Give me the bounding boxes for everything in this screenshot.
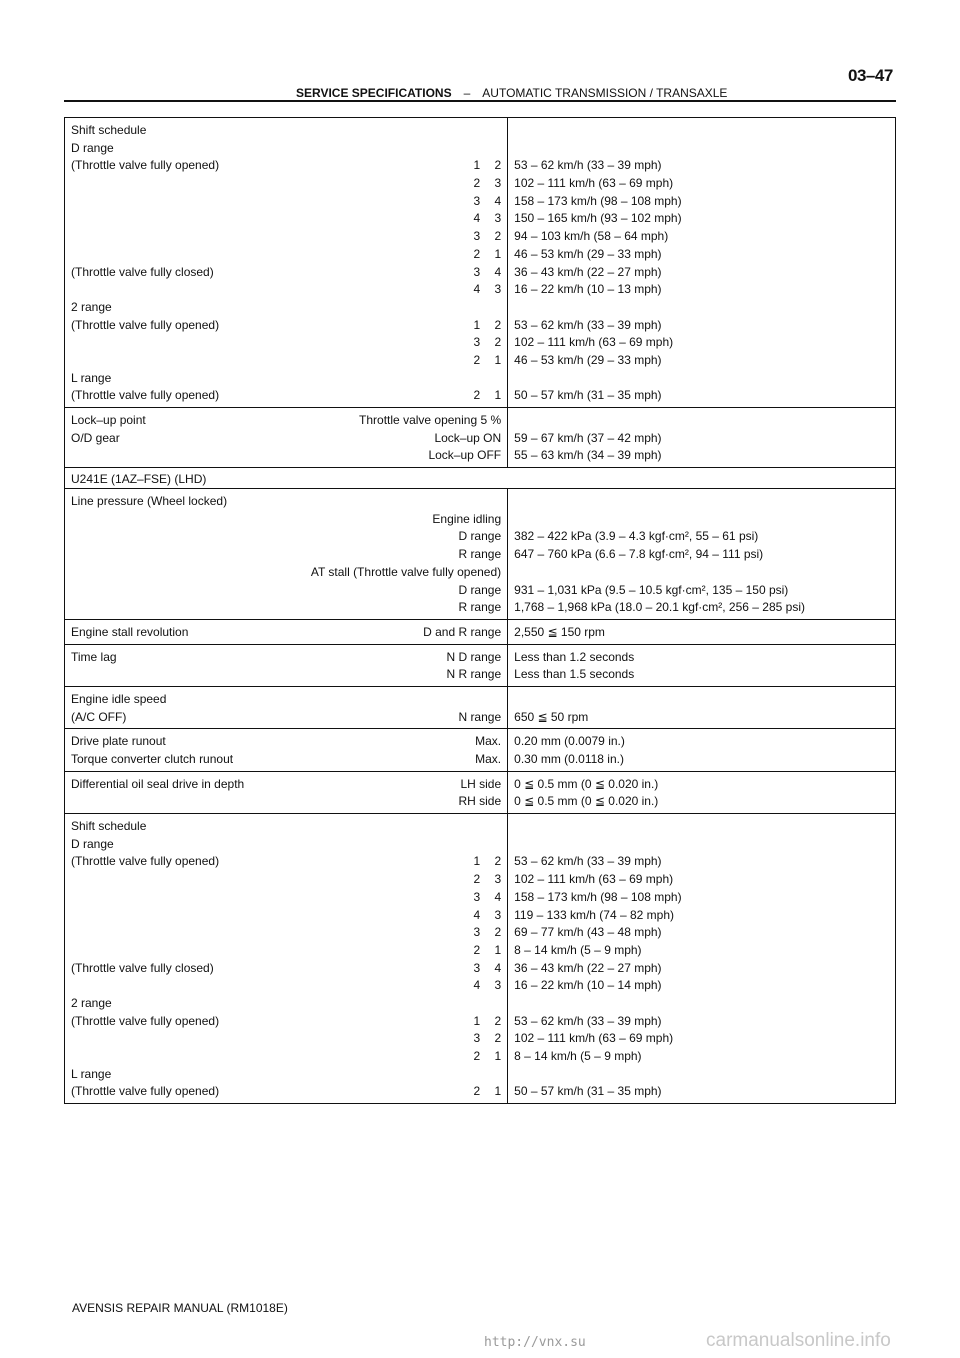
- spec-line: [71, 430, 501, 448]
- spec-value: 8 – 14 km/h (5 – 9 mph): [514, 942, 642, 957]
- gear-to: 3: [494, 211, 502, 226]
- spec-value-line: [514, 528, 889, 546]
- spec-line: [71, 649, 501, 667]
- gear-from: 3: [473, 229, 481, 244]
- spec-value-line: [514, 122, 889, 140]
- spec-value-line: [514, 853, 889, 871]
- spec-value-line: [514, 430, 889, 448]
- item-cell: [65, 489, 508, 620]
- spec-line: [71, 924, 501, 942]
- value-cell: [508, 489, 896, 620]
- spec-label: (A/C OFF): [71, 709, 127, 724]
- spec-value-line: [514, 666, 889, 684]
- gear-from: 2: [473, 176, 481, 191]
- spec-line: [71, 281, 501, 299]
- spec-line: [71, 889, 501, 907]
- spec-line: [71, 977, 501, 995]
- spec-line: [71, 907, 501, 925]
- spec-block: [65, 814, 896, 1104]
- spec-value: 102 – 111 km/h (63 – 69 mph): [514, 176, 674, 191]
- spec-value-line: [514, 836, 889, 854]
- spec-value: 650 ≦ 50 rpm: [514, 709, 589, 724]
- spec-label: (Throttle valve fully opened): [71, 1084, 220, 1099]
- spec-line: [71, 666, 501, 684]
- spec-condition: D range: [458, 529, 502, 544]
- spec-value-line: [514, 649, 889, 667]
- spec-line: [71, 733, 501, 751]
- gear-to: 3: [494, 282, 502, 297]
- gear-from: 1: [473, 1013, 481, 1028]
- gear-from: 3: [473, 889, 481, 904]
- page-header-title: [296, 86, 727, 100]
- spec-value-line: [514, 1083, 889, 1101]
- gear-to: 2: [494, 925, 502, 940]
- spec-value: Less than 1.5 seconds: [514, 667, 635, 682]
- spec-line: [71, 493, 501, 511]
- spec-value-line: [514, 691, 889, 709]
- item-cell: [65, 118, 508, 408]
- spec-line: [71, 546, 501, 564]
- gear-from: 2: [473, 1049, 481, 1063]
- gear-shift: [466, 1048, 501, 1066]
- spec-line: [71, 412, 501, 430]
- gear-shift: [466, 1083, 501, 1101]
- spec-line: [71, 193, 501, 211]
- spec-line: [71, 1083, 501, 1101]
- value-cell: [508, 771, 896, 813]
- spec-label: Engine idle speed: [71, 691, 167, 706]
- spec-value: 53 – 62 km/h (33 – 39 mph): [514, 158, 662, 173]
- subsection-title: AUTOMATIC TRANSMISSION / TRANSAXLE: [482, 86, 728, 100]
- spec-label: D range: [71, 836, 114, 851]
- spec-value: 36 – 43 km/h (22 – 27 mph): [514, 960, 662, 975]
- spec-value-line: [514, 1030, 889, 1048]
- spec-value: 0.30 mm (0.0118 in.): [514, 752, 624, 766]
- spec-block: [65, 468, 896, 489]
- value-cell: [508, 686, 896, 728]
- spec-condition: Lock–up OFF: [428, 448, 502, 463]
- gear-shift: [466, 907, 501, 925]
- spec-value: 150 – 165 km/h (93 – 102 mph): [514, 211, 682, 226]
- spec-block: [65, 686, 896, 728]
- spec-condition: R range: [458, 600, 502, 615]
- spec-value-line: [514, 317, 889, 335]
- spec-condition: Engine idling: [432, 511, 502, 526]
- page-number: 03–47: [848, 66, 893, 85]
- gear-from: 3: [473, 925, 481, 940]
- spec-value: 36 – 43 km/h (22 – 27 mph): [514, 264, 662, 279]
- spec-condition: Max.: [475, 752, 502, 766]
- gear-shift: [466, 853, 501, 871]
- spec-value-line: [514, 352, 889, 370]
- spec-label: (Throttle valve fully opened): [71, 158, 220, 173]
- value-cell: [508, 729, 896, 771]
- gear-shift: [466, 157, 501, 175]
- spec-block: [65, 408, 896, 468]
- spec-value-line: [514, 246, 889, 264]
- manual-footer: AVENSIS REPAIR MANUAL (RM1018E): [72, 1301, 288, 1315]
- spec-condition: R range: [458, 547, 502, 562]
- gear-shift: [466, 1013, 501, 1031]
- spec-line: [71, 447, 501, 465]
- spec-condition: N R range: [446, 667, 502, 682]
- spec-line: [71, 264, 501, 282]
- spec-value-line: [514, 546, 889, 564]
- gear-shift: [466, 317, 501, 335]
- gear-shift: [466, 281, 501, 299]
- gear-from: 1: [473, 158, 481, 173]
- gear-from: 4: [473, 211, 481, 226]
- spec-line: [71, 582, 501, 600]
- spec-label: (Throttle valve fully opened): [71, 317, 220, 332]
- spec-line: [71, 793, 501, 811]
- spec-value: 50 – 57 km/h (31 – 35 mph): [514, 1084, 662, 1099]
- spec-table-body: [65, 118, 896, 1104]
- spec-line: [71, 228, 501, 246]
- item-cell: [65, 408, 508, 468]
- gear-shift: [466, 960, 501, 978]
- spec-value-line: [514, 995, 889, 1013]
- spec-block: [65, 644, 896, 686]
- spec-line: [71, 751, 501, 769]
- gear-shift: [466, 175, 501, 193]
- gear-from: 1: [473, 317, 481, 332]
- gear-from: 3: [473, 264, 481, 279]
- spec-line: [71, 140, 501, 158]
- spec-value: 55 – 63 km/h (34 – 39 mph): [514, 448, 662, 463]
- spec-value: 46 – 53 km/h (29 – 33 mph): [514, 246, 662, 261]
- gear-to: 2: [494, 1013, 502, 1028]
- spec-condition: D and R range: [423, 624, 502, 639]
- spec-value: 0.20 mm (0.0079 in.): [514, 734, 625, 749]
- item-cell: [65, 686, 508, 728]
- spec-condition: N D range: [446, 649, 502, 664]
- header-separator: –: [463, 86, 471, 100]
- spec-line: [71, 564, 501, 582]
- spec-value-line: [514, 370, 889, 388]
- spec-value: 158 – 173 km/h (98 – 108 mph): [514, 889, 682, 904]
- gear-shift: [466, 977, 501, 995]
- spec-value-line: [514, 334, 889, 352]
- spec-line: [71, 1013, 501, 1031]
- spec-condition: N range: [458, 709, 502, 724]
- spec-label: (Throttle valve fully opened): [71, 854, 220, 869]
- gear-to: 1: [494, 246, 502, 261]
- spec-value: 69 – 77 km/h (43 – 48 mph): [514, 925, 662, 940]
- item-cell: [65, 619, 508, 644]
- spec-line: [71, 122, 501, 140]
- spec-label: 2 range: [71, 995, 112, 1010]
- spec-line: [71, 334, 501, 352]
- gear-to: 2: [494, 1031, 502, 1046]
- spec-line: [71, 299, 501, 317]
- spec-label: Drive plate runout: [71, 734, 166, 749]
- gear-from: 4: [473, 907, 481, 922]
- gear-shift: [466, 193, 501, 211]
- spec-value-line: [514, 907, 889, 925]
- spec-value: 931 – 1,031 kPa (9.5 – 10.5 kgf·cm², 135 – 150 psi): [514, 582, 789, 597]
- spec-value-line: [514, 387, 889, 405]
- spec-line: [71, 1048, 501, 1066]
- spec-line: [71, 871, 501, 889]
- spec-value: 158 – 173 km/h (98 – 108 mph): [514, 193, 682, 208]
- spec-value-line: [514, 776, 889, 794]
- value-cell: [508, 619, 896, 644]
- value-cell: [508, 118, 896, 408]
- gear-shift: [466, 228, 501, 246]
- spec-line: [71, 691, 501, 709]
- spec-line: [71, 818, 501, 836]
- spec-value-line: [514, 157, 889, 175]
- spec-value: 102 – 111 km/h (63 – 69 mph): [514, 335, 674, 350]
- spec-value-line: [514, 582, 889, 600]
- gear-from: 2: [473, 1084, 481, 1099]
- spec-line: [71, 370, 501, 388]
- spec-value: 53 – 62 km/h (33 – 39 mph): [514, 1013, 662, 1028]
- spec-line: [71, 960, 501, 978]
- spec-block: [65, 729, 896, 771]
- spec-value: 53 – 62 km/h (33 – 39 mph): [514, 854, 662, 869]
- spec-value-line: [514, 818, 889, 836]
- spec-line: [71, 352, 501, 370]
- spec-line: [71, 157, 501, 175]
- spec-line: [71, 210, 501, 228]
- header-rule: [64, 100, 896, 102]
- spec-value: 382 – 422 kPa (3.9 – 4.3 kgf·cm², 55 – 61 psi): [514, 529, 759, 544]
- spec-line: [71, 528, 501, 546]
- spec-label: L range: [71, 1066, 112, 1081]
- gear-shift: [466, 210, 501, 228]
- spec-label: (Throttle valve fully closed): [71, 960, 214, 975]
- spec-value-line: [514, 624, 889, 642]
- spec-label: Torque converter clutch runout: [71, 752, 234, 766]
- gear-to: 4: [494, 264, 502, 279]
- spec-line: [71, 511, 501, 529]
- spec-condition: RH side: [458, 794, 502, 809]
- gear-from: 3: [473, 193, 481, 208]
- spec-label: 2 range: [71, 299, 112, 314]
- gear-to: 4: [494, 960, 502, 975]
- gear-to: 1: [494, 388, 502, 403]
- watermark-url[interactable]: http://vnx.su: [484, 1335, 586, 1350]
- spec-value: 0 ≦ 0.5 mm (0 ≦ 0.020 in.): [514, 794, 659, 809]
- spec-value-line: [514, 942, 889, 960]
- gear-to: 1: [494, 1049, 502, 1063]
- gear-to: 2: [494, 317, 502, 332]
- spec-label: Shift schedule: [71, 123, 147, 137]
- spec-value-line: [514, 193, 889, 211]
- gear-to: 2: [494, 158, 502, 173]
- spec-value-line: [514, 599, 889, 617]
- spec-value-line: [514, 1066, 889, 1084]
- spec-condition: D range: [458, 582, 502, 597]
- spec-value-line: [514, 793, 889, 811]
- gear-to: 3: [494, 907, 502, 922]
- spec-value: Less than 1.2 seconds: [514, 649, 635, 664]
- spec-value: 647 – 760 kPa (6.6 – 7.8 kgf·cm², 94 – 111 psi): [514, 547, 764, 562]
- gear-to: 1: [494, 942, 502, 957]
- spec-value: 2,550 ≦ 150 rpm: [514, 624, 605, 639]
- spec-condition: Lock–up ON: [434, 430, 502, 445]
- gear-to: 2: [494, 854, 502, 869]
- spec-value: 102 – 111 km/h (63 – 69 mph): [514, 1031, 674, 1046]
- spec-value-line: [514, 889, 889, 907]
- spec-value-line: [514, 281, 889, 299]
- gear-shift: [466, 1030, 501, 1048]
- spec-table: [64, 117, 896, 1104]
- gear-to: 3: [494, 872, 502, 887]
- spec-value-line: [514, 871, 889, 889]
- gear-from: 2: [473, 872, 481, 887]
- spec-line: [71, 599, 501, 617]
- item-cell: [65, 814, 508, 1104]
- spec-line: [71, 709, 501, 727]
- spec-label: Lock–up point: [71, 413, 146, 427]
- gear-shift: [466, 871, 501, 889]
- gear-to: 4: [494, 193, 502, 208]
- spec-block: [65, 619, 896, 644]
- item-cell: [65, 729, 508, 771]
- spec-value-line: [514, 140, 889, 158]
- spec-label: (Throttle valve fully closed): [71, 264, 214, 279]
- spec-label: Line pressure (Wheel locked): [71, 494, 228, 509]
- spec-value: 1,768 – 1,968 kPa (18.0 – 20.1 kgf·cm², 256 – 285 psi): [514, 600, 805, 615]
- spec-label: Engine stall revolution: [71, 624, 189, 639]
- spec-value-line: [514, 733, 889, 751]
- spec-value-line: [514, 977, 889, 995]
- gear-shift: [466, 387, 501, 405]
- gear-to: 1: [494, 352, 502, 367]
- gear-from: 2: [473, 352, 481, 367]
- gear-to: 2: [494, 335, 502, 350]
- gear-to: 2: [494, 229, 502, 244]
- watermark-brand: carmanualsonline.info: [706, 1330, 891, 1351]
- spec-condition: LH side: [460, 776, 502, 791]
- spec-value: 16 – 22 km/h (10 – 14 mph): [514, 978, 662, 993]
- gear-from: 1: [473, 854, 481, 869]
- spec-value-line: [514, 175, 889, 193]
- spec-line: [71, 624, 501, 642]
- spec-label: Shift schedule: [71, 819, 147, 834]
- gear-shift: [466, 246, 501, 264]
- gear-to: 1: [494, 1084, 502, 1099]
- spec-value-line: [514, 709, 889, 727]
- gear-shift: [466, 264, 501, 282]
- spec-line: [71, 175, 501, 193]
- spec-condition: Max.: [475, 734, 502, 749]
- spec-value-line: [514, 412, 889, 430]
- spec-label: D range: [71, 140, 114, 155]
- spec-value-line: [514, 493, 889, 511]
- spec-value: 59 – 67 km/h (37 – 42 mph): [514, 430, 662, 445]
- item-cell: [65, 771, 508, 813]
- gear-to: 4: [494, 889, 502, 904]
- spec-value-line: [514, 210, 889, 228]
- spec-value-line: [514, 924, 889, 942]
- spec-label: Time lag: [71, 649, 117, 664]
- section-title: SERVICE SPECIFICATIONS: [296, 86, 452, 100]
- spec-label: (Throttle valve fully opened): [71, 388, 220, 403]
- gear-shift: [466, 924, 501, 942]
- spec-label: Differential oil seal drive in depth: [71, 776, 245, 791]
- gear-from: 4: [473, 282, 481, 297]
- value-cell: [508, 814, 896, 1104]
- spec-line: [71, 836, 501, 854]
- value-cell: [508, 644, 896, 686]
- value-cell: [508, 408, 896, 468]
- gear-from: 3: [473, 1031, 481, 1046]
- spec-value-line: [514, 960, 889, 978]
- gear-from: 2: [473, 942, 481, 957]
- gear-to: 3: [494, 176, 502, 191]
- spec-value: 50 – 57 km/h (31 – 35 mph): [514, 388, 662, 403]
- gear-from: 2: [473, 246, 481, 261]
- section-heading: U241E (1AZ–FSE) (LHD): [65, 468, 896, 489]
- spec-condition: Throttle valve opening 5 %: [359, 413, 502, 427]
- gear-shift: [466, 334, 501, 352]
- gear-to: 3: [494, 978, 502, 993]
- spec-value: 8 – 14 km/h (5 – 9 mph): [514, 1049, 642, 1063]
- spec-line: [71, 246, 501, 264]
- spec-value-line: [514, 1013, 889, 1031]
- gear-from: 2: [473, 388, 481, 403]
- spec-value-line: [514, 751, 889, 769]
- spec-value-line: [514, 1048, 889, 1066]
- spec-value-line: [514, 447, 889, 465]
- spec-block: [65, 771, 896, 813]
- spec-block: [65, 118, 896, 408]
- gear-shift: [466, 889, 501, 907]
- gear-from: 3: [473, 960, 481, 975]
- spec-condition: AT stall (Throttle valve fully opened): [310, 564, 502, 579]
- spec-value: 53 – 62 km/h (33 – 39 mph): [514, 317, 662, 332]
- spec-value: 46 – 53 km/h (29 – 33 mph): [514, 352, 662, 367]
- spec-label: (Throttle valve fully opened): [71, 1013, 220, 1028]
- spec-line: [71, 995, 501, 1013]
- spec-value-line: [514, 228, 889, 246]
- spec-value-line: [514, 564, 889, 582]
- spec-label: O/D gear: [71, 430, 120, 445]
- spec-value: 119 – 133 km/h (74 – 82 mph): [514, 907, 675, 922]
- spec-line: [71, 317, 501, 335]
- spec-line: [71, 853, 501, 871]
- gear-from: 3: [473, 335, 481, 350]
- gear-from: 4: [473, 978, 481, 993]
- spec-line: [71, 1066, 501, 1084]
- spec-line: [71, 942, 501, 960]
- spec-value: 94 – 103 km/h (58 – 64 mph): [514, 229, 669, 244]
- spec-value: 16 – 22 km/h (10 – 13 mph): [514, 282, 662, 297]
- spec-block: [65, 489, 896, 620]
- spec-line: [71, 1030, 501, 1048]
- spec-line: [71, 387, 501, 405]
- spec-value: 102 – 111 km/h (63 – 69 mph): [514, 872, 674, 887]
- spec-value: 0 ≦ 0.5 mm (0 ≦ 0.020 in.): [514, 776, 659, 791]
- spec-value-line: [514, 264, 889, 282]
- spec-value-line: [514, 299, 889, 317]
- spec-line: [71, 776, 501, 794]
- gear-shift: [466, 942, 501, 960]
- spec-value-line: [514, 511, 889, 529]
- spec-label: L range: [71, 370, 112, 385]
- gear-shift: [466, 352, 501, 370]
- item-cell: [65, 644, 508, 686]
